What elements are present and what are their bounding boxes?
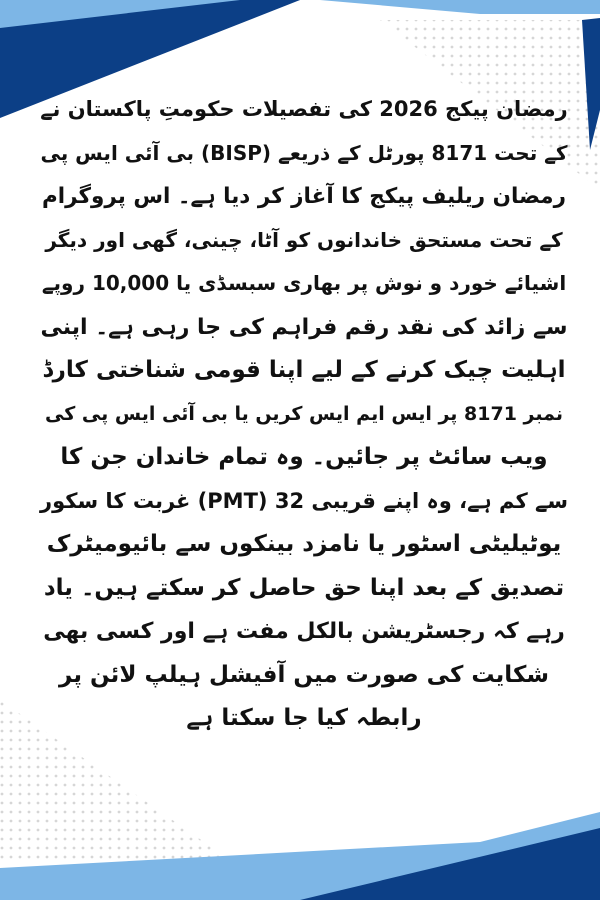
- article-line: رمضان پیکج 2026 کی تفصیلات حکومتِ پاکستان نے: [40, 97, 568, 121]
- article-line: سے کم ہے، وہ اپنے قریبی 32 (PMT) غربت کا سکور: [40, 488, 568, 513]
- article-line: ویب سائٹ پر جائیں۔ وہ تمام خاندان جن کا: [60, 444, 548, 470]
- article-line: کے تحت مستحق خاندانوں کو آٹا، چینی، گھی اور دیگر: [45, 227, 563, 252]
- article-line: تصدیق کے بعد اپنا حق حاصل کر سکتے ہیں۔ یاد: [43, 574, 565, 601]
- article-line: نمبر 8171 پر ایس ایم ایس کریں یا بی آئی ایس پی کی: [45, 402, 563, 425]
- article-text: [40, 88, 568, 741]
- article-line: رابطہ کیا جا سکتا ہے: [186, 705, 422, 731]
- article-line: رمضان ریلیف پیکج کا آغاز کر دیا ہے۔ اس پروگرام: [42, 184, 566, 209]
- top-right-blue-strip: [320, 0, 600, 14]
- article-line: رہے کہ رجسٹریشن بالکل مفت ہے اور کسی بھی: [43, 619, 565, 644]
- article-line: شکایت کی صورت میں آفیشل ہیلپ لائن پر: [59, 661, 549, 688]
- article-line: یوٹیلیٹی اسٹور یا نامزد بینکوں سے بائیومیٹرک: [46, 531, 562, 557]
- article-line: کے تحت 8171 پورٹل کے ذریعے (BISP) بی آئی ایس پی: [40, 140, 568, 165]
- article-line: سے زائد کی نقد رقم فراہم کی جا رہی ہے۔ اپنی: [40, 314, 568, 340]
- article-line: اشیائے خورد و نوش پر بھاری سبسڈی یا 10,000 روپے: [41, 271, 567, 295]
- article-line: اہلیت چیک کرنے کے لیے اپنا قومی شناختی کارڈ: [42, 357, 566, 383]
